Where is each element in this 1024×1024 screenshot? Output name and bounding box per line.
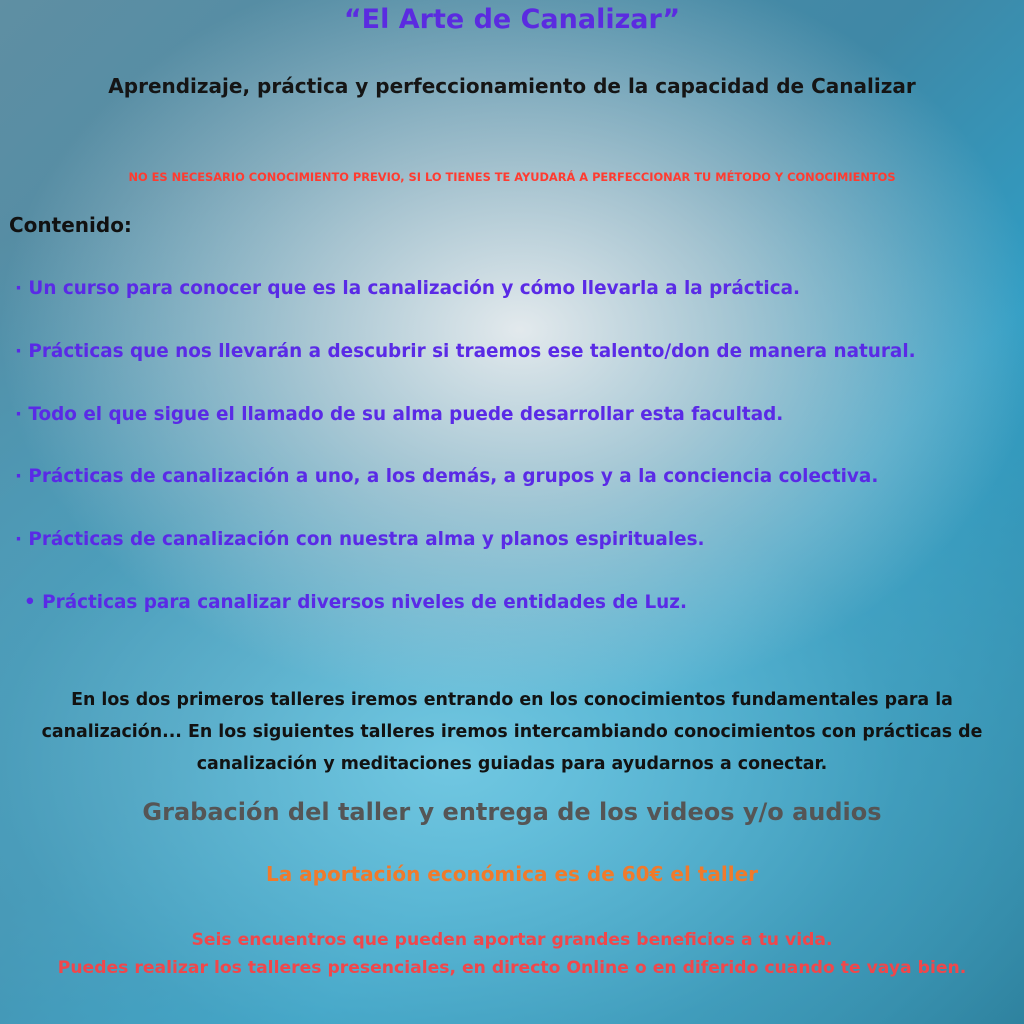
recording-note: Grabación del taller y entrega de los videos y/o audios [142,798,882,826]
closing-text [0,926,1024,982]
page-title: “El Arte de Canalizar” [343,4,681,35]
list-item: · Todo el que sigue el llamado de su alma puede desarrollar esta facultad. [15,404,784,425]
description-paragraph: En los dos primeros talleres iremos entrando en los conocimientos fundamentales para la canalización... En los siguientes talleres iremos intercambiando conocimientos con prácticas de canalización y meditaciones guiadas para ayudarnos a conectar. [41,690,983,774]
list-item: · Un curso para conocer que es la canalización y cómo llevarla a la práctica. [15,278,801,299]
contenido-heading: Contenido: [9,213,132,237]
closing-line: Seis encuentros que pueden aportar grandes beneficios a tu vida. [191,930,833,950]
list-item: · Prácticas de canalización a uno, a los demás, a grupos y a la conciencia colectiva. [15,466,879,487]
page-subtitle: Aprendizaje, práctica y perfeccionamiento de la capacidad de Canalizar [108,74,916,98]
list-item: • Prácticas para canalizar diversos niveles de entidades de Luz. [24,592,687,613]
price-note: La aportación económica es de 60€ el taller [265,862,759,886]
notice-text: NO ES NECESARIO CONOCIMIENTO PREVIO, SI LO TIENES TE AYUDARÁ A PERFECCIONAR TU MÉTODO Y CONOCIMIENTOS [128,170,896,184]
list-item: · Prácticas de canalización con nuestra alma y planos espirituales. [15,529,705,550]
closing-line: Puedes realizar los talleres presenciales, en directo Online o en diferido cuando te vaya bien. [57,958,967,978]
list-item: · Prácticas que nos llevarán a descubrir si traemos ese talento/don de manera natural. [15,341,916,362]
